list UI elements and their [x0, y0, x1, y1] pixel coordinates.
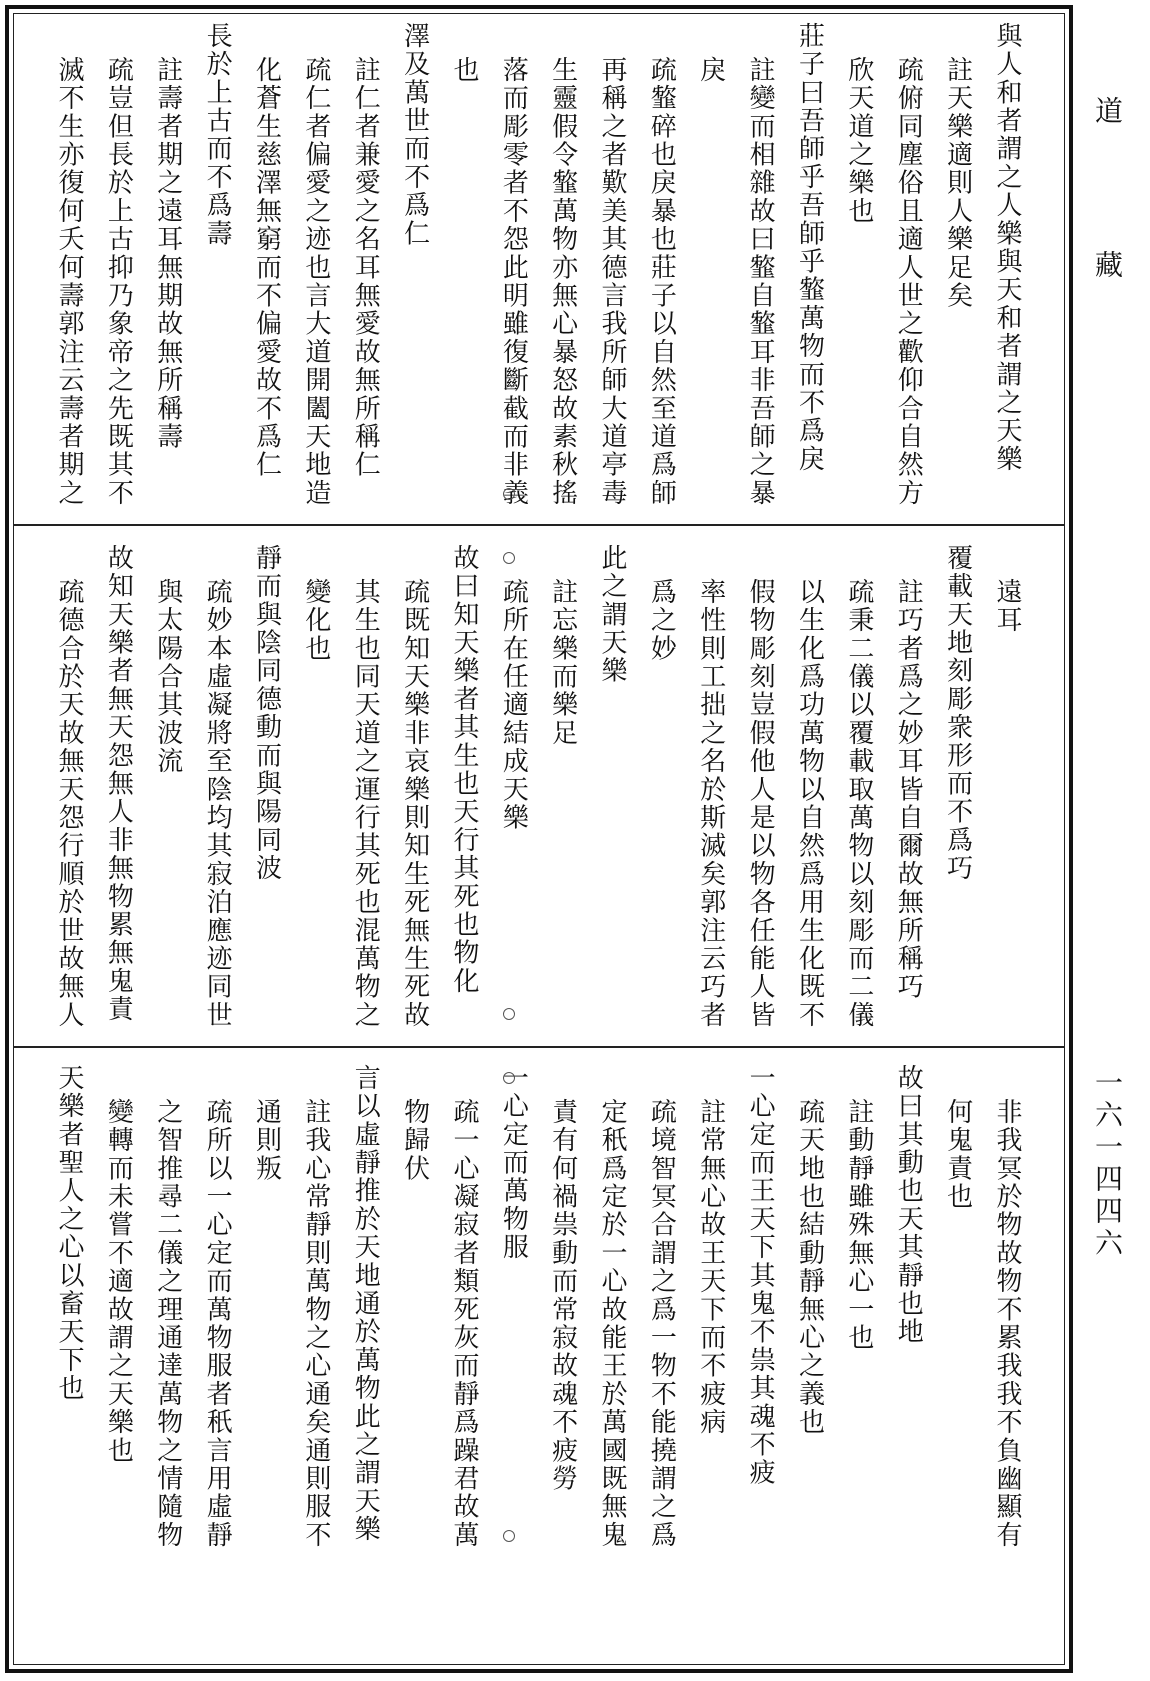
commentary-text-column: 定秖爲定於一心故能王於萬國既無鬼: [597, 1098, 628, 1550]
commentary-text-column: 註天樂適則人樂足矣: [942, 56, 973, 310]
circle-mark: [503, 552, 515, 564]
scripture-text-column: 天樂者聖人之心以畜天下也: [54, 1064, 84, 1403]
commentary-text-column: 變轉而未嘗不適故謂之天樂也: [103, 1098, 134, 1465]
register-divider: [13, 1046, 1065, 1048]
scripture-text-column: 澤及萬世而不爲仁: [399, 22, 430, 248]
margin-collection-label: 藏: [1091, 250, 1124, 278]
commentary-text-column: 疏天地也結動靜無心之義也: [794, 1098, 825, 1437]
commentary-text-column: 非我冥於物故物不累我我不負幽顯有: [992, 1098, 1022, 1550]
commentary-text-column: 率性則工拙之名於斯滅矣郭注云巧者: [695, 578, 726, 1030]
scripture-text-column: 長於上古而不爲壽: [202, 22, 233, 248]
margin-collection-label: 道: [1091, 96, 1124, 124]
circle-mark: [503, 488, 515, 500]
commentary-text-column: 疏所以一心定而萬物服者秖言用虛靜: [202, 1098, 233, 1550]
circle-mark: [503, 1008, 515, 1020]
commentary-text-column: 疏䪠碎也戾暴也莊子以自然至道爲師: [646, 56, 677, 508]
commentary-text-column: 變化也: [300, 578, 331, 663]
commentary-text-column: 假物彫刻豈假他人是以物各任能人皆: [745, 578, 776, 1030]
commentary-text-column: 疏秉二儀以覆載取萬物以刻彫而二儀: [843, 578, 874, 1030]
circle-mark: [503, 1072, 515, 1084]
commentary-text-column: 疏豈但長於上古抑乃象帝之先既其不: [103, 56, 134, 508]
commentary-text-column: 疏仁者偏愛之迹也言大道開闔天地造: [300, 56, 331, 508]
commentary-text-column: 註忘樂而樂足: [547, 578, 578, 748]
scripture-text-column: 一心定而萬物服: [498, 1064, 529, 1262]
commentary-text-column: 疏既知天樂非哀樂則知生死無生死故: [399, 578, 430, 1030]
commentary-text-column: 註常無心故王天下而不疲病: [695, 1098, 726, 1437]
commentary-text-column: 物歸伏: [399, 1098, 430, 1183]
scripture-text-column: 此之謂天樂: [597, 544, 628, 685]
commentary-text-column: 註巧者爲之妙耳皆自爾故無所稱巧: [893, 578, 924, 1001]
scripture-text-column: 與人和者謂之人樂與天和者謂之天樂: [992, 22, 1022, 474]
commentary-text-column: 疏所在任適結成天樂: [498, 578, 529, 832]
commentary-text-column: 爲之妙: [646, 578, 677, 663]
scripture-text-column: 一心定而王天下其鬼不祟其魂不疲: [745, 1064, 776, 1487]
commentary-text-column: 註我心常靜則萬物之心通矣通則服不: [300, 1098, 331, 1550]
commentary-text-column: 通則叛: [251, 1098, 282, 1183]
commentary-text-column: 也: [448, 56, 479, 85]
commentary-text-column: 化蒼生慈澤無窮而不偏愛故不爲仁: [251, 56, 282, 479]
commentary-text-column: 滅不生亦復何夭何壽郭注云壽者期之: [54, 56, 84, 508]
commentary-text-column: 欣天道之樂也: [843, 56, 874, 226]
register-middle: [16, 544, 1134, 1044]
commentary-text-column: 生靈假令䪠萬物亦無心暴怒故素秋搖: [547, 56, 578, 508]
commentary-text-column: 註壽者期之遠耳無期故無所稱壽: [152, 56, 183, 451]
commentary-text-column: 註動靜雖殊無心一也: [843, 1098, 874, 1352]
commentary-text-column: 疏俯同塵俗且適人世之歡仰合自然方: [893, 56, 924, 508]
commentary-text-column: 以生化爲功萬物以自然爲用生化既不: [794, 578, 825, 1030]
scripture-text-column: 覆載天地刻彫衆形而不爲巧: [942, 544, 973, 883]
register-top: [16, 22, 1134, 522]
scripture-text-column: 故知天樂者無天怨無人非無物累無鬼責: [103, 544, 134, 1024]
commentary-text-column: 與太陽合其波流: [152, 578, 183, 776]
scripture-text-column: 故曰知天樂者其生也天行其死也物化: [448, 544, 479, 996]
scripture-text-column: 靜而與陰同德動而與陽同波: [251, 544, 282, 883]
commentary-text-column: 之智推尋二儀之理通達萬物之情隨物: [152, 1098, 183, 1550]
scripture-text-column: 故曰其動也天其靜也地: [893, 1064, 924, 1346]
commentary-text-column: 註變而相雜故曰䪠自䪠耳非吾師之暴: [745, 56, 776, 508]
commentary-text-column: 責有何禍祟動而常寂故魂不疲勞: [547, 1098, 578, 1493]
commentary-text-column: 遠耳: [992, 578, 1022, 635]
page-number: 一六一四四六: [1091, 1068, 1124, 1260]
commentary-text-column: 何鬼責也: [942, 1098, 973, 1211]
commentary-text-column: 註仁者兼愛之名耳無愛故無所稱仁: [350, 56, 381, 479]
commentary-text-column: 疏德合於天故無天怨行順於世故無人: [54, 578, 84, 1030]
scripture-text-column: 莊子曰吾師乎吾師乎䪠萬物而不爲戾: [794, 22, 825, 474]
commentary-text-column: 落而彫零者不怨此明雖復斷截而非義: [498, 56, 529, 508]
scripture-text-column: 言以虛靜推於天地通於萬物此之謂天樂: [350, 1064, 381, 1544]
register-bottom: [16, 1064, 1134, 1660]
commentary-text-column: 戾: [695, 56, 726, 85]
commentary-text-column: 疏妙本虛凝將至陰均其寂泊應迹同世: [202, 578, 233, 1030]
commentary-text-column: 再稱之者歎美其德言我所師大道亭毒: [597, 56, 628, 508]
commentary-text-column: 疏一心凝寂者類死灰而靜爲躁君故萬: [448, 1098, 479, 1550]
circle-mark: [503, 1530, 515, 1542]
commentary-text-column: 疏境智冥合謂之爲一物不能撓謂之爲: [646, 1098, 677, 1550]
register-divider: [13, 524, 1065, 526]
commentary-text-column: 其生也同天道之運行其死也混萬物之: [350, 578, 381, 1030]
